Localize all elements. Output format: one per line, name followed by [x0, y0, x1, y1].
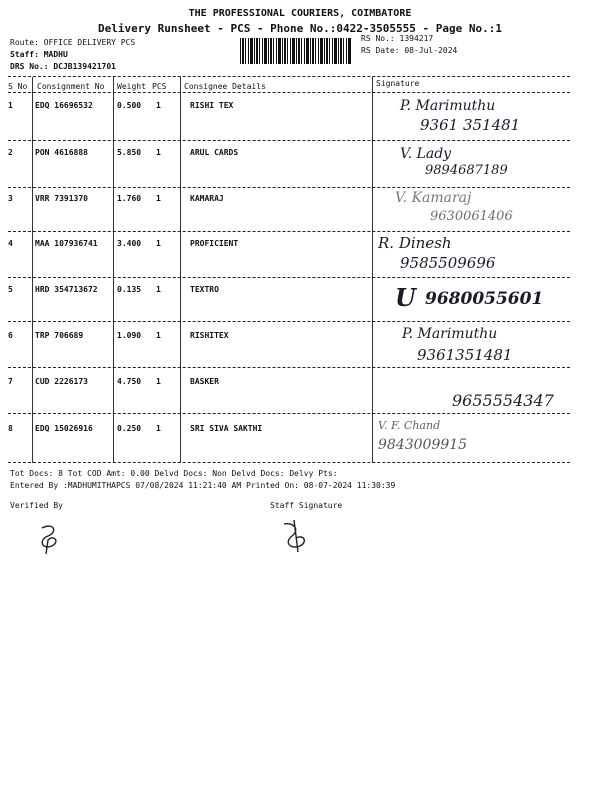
row-sno: 8 — [8, 424, 13, 433]
row-sno: 2 — [8, 148, 13, 157]
row-weight: 0.135 — [117, 285, 142, 294]
entered-by-line: Entered By :MADHUMITHAPCS 07/08/2024 11:21:40 AM Printed On: 08-07-2024 11:30:39 — [10, 481, 396, 490]
signature-name: P. Marimuthu — [400, 98, 496, 114]
runsheet-subtitle: Delivery Runsheet - PCS - Phone No.:0422-3505555 - Page No.:1 — [98, 22, 502, 35]
signature-phone: 9361351481 — [417, 346, 513, 364]
row-sno: 6 — [8, 331, 13, 340]
row-consignee: KAMARAJ — [190, 194, 224, 203]
row-rule — [8, 367, 570, 368]
row-signature — [402, 322, 572, 370]
row-signature — [395, 280, 570, 322]
drs-number: DRS No.: DCJB139421701 — [10, 62, 116, 71]
row-weight: 3.400 — [117, 239, 142, 248]
row-consignee: SRI SIVA SAKTHI — [190, 424, 263, 433]
row-weight: 1.090 — [117, 331, 142, 340]
table-bottom-rule — [8, 462, 570, 463]
row-weight: 4.750 — [117, 377, 142, 386]
staff-label: Staff: MADHU — [10, 50, 68, 59]
row-consignment: CUD 2226173 — [35, 377, 88, 386]
col-divider — [32, 77, 33, 463]
row-pcs: 1 — [156, 239, 161, 248]
barcode-image — [240, 38, 352, 64]
row-consignment: EDQ 16696532 — [35, 101, 93, 110]
row-pcs: 1 — [156, 377, 161, 386]
col-header-consignee: Consignee Details — [184, 82, 266, 91]
row-consignment: HRD 354713672 — [35, 285, 98, 294]
row-signature — [440, 372, 570, 416]
col-divider — [180, 77, 181, 463]
row-consignment: VRR 7391370 — [35, 194, 88, 203]
row-weight: 1.760 — [117, 194, 142, 203]
signature-name: U — [395, 283, 416, 312]
row-pcs: 1 — [156, 424, 161, 433]
row-rule — [8, 277, 570, 278]
signature-phone: 9894687189 — [425, 163, 508, 178]
row-signature — [378, 415, 548, 461]
rs-date: RS Date: 08-Jul-2024 — [361, 46, 458, 55]
row-pcs: 1 — [156, 194, 161, 203]
row-pcs: 1 — [156, 331, 161, 340]
row-consignment: MAA 107936741 — [35, 239, 98, 248]
row-consignee: PROFICIENT — [190, 239, 239, 248]
row-sno: 5 — [8, 285, 13, 294]
col-header-pcs: PCS — [152, 82, 167, 91]
row-rule — [8, 413, 570, 414]
signature-phone: 9655554347 — [452, 391, 554, 410]
staff-signature-scribble — [280, 518, 314, 554]
signature-phone: 9630061406 — [430, 209, 513, 224]
row-sno: 3 — [8, 194, 13, 203]
row-signature — [395, 186, 570, 230]
row-signature — [400, 140, 570, 184]
row-consignee: RISHITEX — [190, 331, 229, 340]
signature-phone: 9585509696 — [400, 254, 496, 272]
row-weight: 0.500 — [117, 101, 142, 110]
signature-name: R. Dinesh — [378, 234, 452, 252]
row-sno: 7 — [8, 377, 13, 386]
row-pcs: 1 — [156, 148, 161, 157]
row-consignment: PON 4616888 — [35, 148, 88, 157]
col-divider — [113, 77, 114, 463]
row-consignment: TRP 706689 — [35, 331, 84, 340]
row-sno: 4 — [8, 239, 13, 248]
col-header-consignment: Consignment No — [37, 82, 105, 91]
signature-phone: 9680055601 — [425, 289, 544, 309]
signature-phone: 9361 351481 — [420, 116, 521, 134]
col-header-weight: Weight — [117, 82, 146, 91]
staff-signature-label: Staff Signature — [270, 501, 343, 510]
col-header-sno: S No — [8, 82, 28, 91]
signature-name: P. Marimuthu — [402, 326, 498, 342]
row-pcs: 1 — [156, 285, 161, 294]
row-consignee: RISHI TEX — [190, 101, 234, 110]
signature-phone: 9843009915 — [378, 437, 468, 453]
table-header-rule — [8, 92, 570, 93]
row-consignment: EDQ 15026916 — [35, 424, 93, 433]
row-signature — [400, 96, 570, 140]
row-consignee: TEXTRO — [190, 285, 219, 294]
verified-by-label: Verified By — [10, 501, 63, 510]
signature-name: V. Kamaraj — [395, 190, 472, 206]
table-top-rule — [8, 76, 570, 77]
col-header-signature: Signature — [376, 79, 420, 88]
company-title: THE PROFESSIONAL COURIERS, COIMBATORE — [188, 8, 412, 19]
rs-number: RS No.: 1394217 — [361, 34, 434, 43]
signature-name: V. Lady — [400, 146, 452, 162]
route-label: Route: OFFICE DELIVERY PCS — [10, 38, 136, 47]
row-pcs: 1 — [156, 101, 161, 110]
signature-name: V. F. Chand — [378, 419, 441, 432]
row-weight: 5.850 — [117, 148, 142, 157]
row-signature — [378, 232, 563, 278]
row-weight: 0.250 — [117, 424, 142, 433]
totals-line: Tot Docs: 8 Tot COD Amt: 0.00 Delvd Docs: Non Delvd Docs: Delvy Pts: — [10, 469, 338, 478]
row-sno: 1 — [8, 101, 13, 110]
verified-signature-scribble — [36, 520, 66, 556]
row-consignee: ARUL CARDS — [190, 148, 239, 157]
row-consignee: BASKER — [190, 377, 219, 386]
col-divider — [372, 77, 373, 463]
